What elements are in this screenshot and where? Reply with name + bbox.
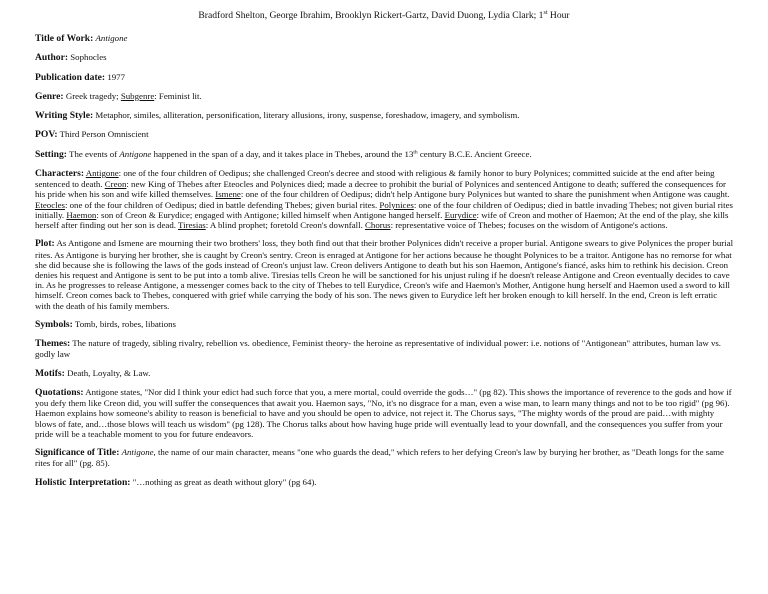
genre-label: Genre: (35, 90, 64, 102)
subgenre-label: Subgenre (120, 90, 155, 101)
character-name: Chorus (365, 220, 391, 231)
publication-date-label: Publication date: (35, 71, 106, 83)
plot-label: Plot: (35, 238, 55, 250)
character-name: Eteocles (35, 199, 65, 210)
motifs-label: Motifs: (35, 367, 65, 379)
holistic-value: "…nothing as great as death without glory" (pg 64). (132, 476, 317, 487)
setting-label: Setting: (35, 148, 67, 160)
setting-mid: happened in the span of a day, and it takes place in Thebes, around the 13 (153, 148, 414, 159)
significance-value: , the name of our main character, means "one who guards the dead," which refers to her defying Creon's law by burying her brother, as "Death longs for the same rites for all" (pg. 85). (35, 447, 724, 469)
significance-work: Antigone (121, 447, 154, 458)
title-of-work-label: Title of Work: (35, 33, 94, 44)
subgenre-value: : Feminist lit. (154, 90, 202, 101)
character-name: Antigone (85, 168, 119, 179)
publication-date-line (35, 72, 735, 83)
symbols-label: Symbols: (35, 318, 73, 330)
author-line (35, 52, 735, 63)
quotations-label: Quotations: (35, 387, 84, 398)
pov-label: POV: (35, 129, 58, 141)
setting-pre: The events of (69, 148, 118, 159)
character-name: Ismene (215, 189, 241, 200)
plot-paragraph (35, 238, 735, 310)
authors-sup: st (543, 10, 548, 16)
motifs-value: Death, Loyalty, & Law. (67, 367, 151, 378)
publication-date-value: 1977 (107, 71, 125, 82)
authors-text: Bradford Shelton, George Ibrahim, Brooklyn Rickert-Gartz, David Duong, Lydia Clark; 1 (198, 10, 544, 21)
quotations-value: Antigone states, "Nor did I think your edict had such force that you, a mere mortal, could override the gods…" (pg 82). This shows the importance of reverence to the gods and how if you defy them like Creon did, you will suffer the consequences that await you. Haemon says, "No, it's no disgrace for a man, even a wise man, to learn many things and not to be too rigid" (pg 96). Haemon explains how someone's ability to reason is beneficial to have and you should be open to advice, not reject it. The Chorus says, "The mighty words of the proud are paid…with mighty blows of fate, and…those blows will teach us wisdom" (pg 128). The Chorus talks about how having huge pride will eventually lead to your downfall, and the consequences you suffer from your pride will be a teachable moment to you for future endeavors. (35, 387, 732, 439)
title-of-work-value: Antigone (95, 33, 128, 43)
significance-paragraph (35, 447, 735, 468)
title-of-work-line (35, 33, 735, 44)
quotations-paragraph (35, 387, 735, 439)
author-label: Author: (35, 52, 69, 64)
characters-label: Characters: (35, 168, 85, 180)
holistic-label: Holistic Interpretation: (35, 476, 131, 488)
character-name: Creon (104, 179, 127, 190)
genre-value: Greek tragedy; (65, 90, 119, 101)
symbols-line (35, 319, 735, 330)
symbols-value: Tomb, birds, robes, libations (74, 318, 176, 329)
character-name: Polynices (379, 199, 414, 210)
pov-line (35, 129, 735, 140)
character-desc: : one of the four children of Oedipus; didn't help Antigone bury Polynices but wanted to share the punishment when Antigone was caught. (240, 189, 730, 200)
author-value: Sophocles (70, 52, 107, 63)
writing-style-value: Metaphor, similes, alliteration, personification, literary allusions, irony, suspense, foreshadow, imagery, and symbolism. (95, 110, 520, 121)
character-desc: : one of the four children of Oedipus; died in battle invading Thebes; not given burial rites initially. (35, 199, 733, 220)
character-desc: : son of Creon & Eurydice; engaged with Antigone; killed himself when Antigone hanged herself. (96, 209, 445, 220)
setting-sup: th (413, 149, 418, 156)
character-desc: : one of the four children of Oedipus; died in battle defending Thebes; given burial rites. (64, 199, 380, 210)
motifs-line (35, 368, 735, 379)
characters-paragraph (35, 168, 735, 230)
character-name: Tiresias (178, 220, 206, 231)
significance-label: Significance of Title: (35, 447, 120, 459)
character-name: Eurydice (444, 209, 477, 220)
header-authors (0, 10, 768, 22)
setting-line (35, 149, 735, 160)
themes-label: Themes: (35, 338, 71, 350)
plot-value: As Antigone and Ismene are mourning their two brothers' loss, they both find out that their brother Polynices didn't receive a proper burial. Antigone swears to give Polynices the proper burial rites. As Antigone is burying her brother, she is caught by Creon's sentry. Creon is enraged at Antigone for her actions because he thought Polynices to be a traitor. Antigone has no remorse for what she did because she is following the laws of the gods instead of Creon's unjust law. Creon delivers Antigone to death but his son Haemon, Antigone's fiancé, asks him to rethink his decision. Creon denies his request and Antigone is sent to be put into a tomb alive. Tiresias tells Creon he will be sanctioned for his unjust ruling if he doesn't release Antigone and Creon eventually decides to cave in. As he progresses to release Antigone, a messenger comes back to the city of Thebes to tell Eurydice, Creon's wife and Haemon's Mother, Antigone hung herself and Haemon used a sword to kill himself. Creon comes back to Thebes, conquered with grief while carrying the body of his son. The news given to Eurydice left her broken enough to kill herself. In the end, Creon is left erratic with the death of his family members. (35, 238, 734, 311)
character-desc: : new King of Thebes after Eteocles and Polynices died; made a decree to prohibit the burial of Polynices and sentenced Antigone to death; suffered the consequences for his pride when his son and wife killed themselves. (35, 179, 727, 200)
character-desc: : one of the four children of Oedipus; she challenged Creon's decree and stood with religious & family honor to bury Polynices; committed suicide at the end after being sentenced to death. (35, 168, 715, 190)
character-desc: : representative voice of Thebes; focuses on the wisdom of Antigone's actions. (390, 220, 668, 231)
character-name: Haemon (66, 209, 97, 220)
character-desc: : A blind prophet; foretold Creon's downfall. (205, 220, 365, 231)
themes-paragraph (35, 338, 735, 359)
genre-line (35, 91, 735, 102)
document-body (35, 33, 735, 496)
writing-style-label: Writing Style: (35, 110, 94, 122)
setting-post: century B.C.E. Ancient Greece. (417, 148, 532, 159)
themes-value: The nature of tragedy, sibling rivalry, rebellion vs. obedience, Feminist theory- the heroine as representative of individual power: i.e. notions of "Antigonean" attributes, human law vs. godly law (35, 338, 722, 360)
hour-text: Hour (547, 10, 570, 21)
pov-value: Third Person Omniscient (59, 129, 149, 140)
writing-style-line (35, 110, 735, 121)
character-desc: : wife of Creon and mother of Haemon; At the end of the play, she kills herself after finding out her son is dead. (35, 209, 729, 231)
setting-work: Antigone (119, 148, 152, 159)
holistic-line (35, 477, 735, 488)
